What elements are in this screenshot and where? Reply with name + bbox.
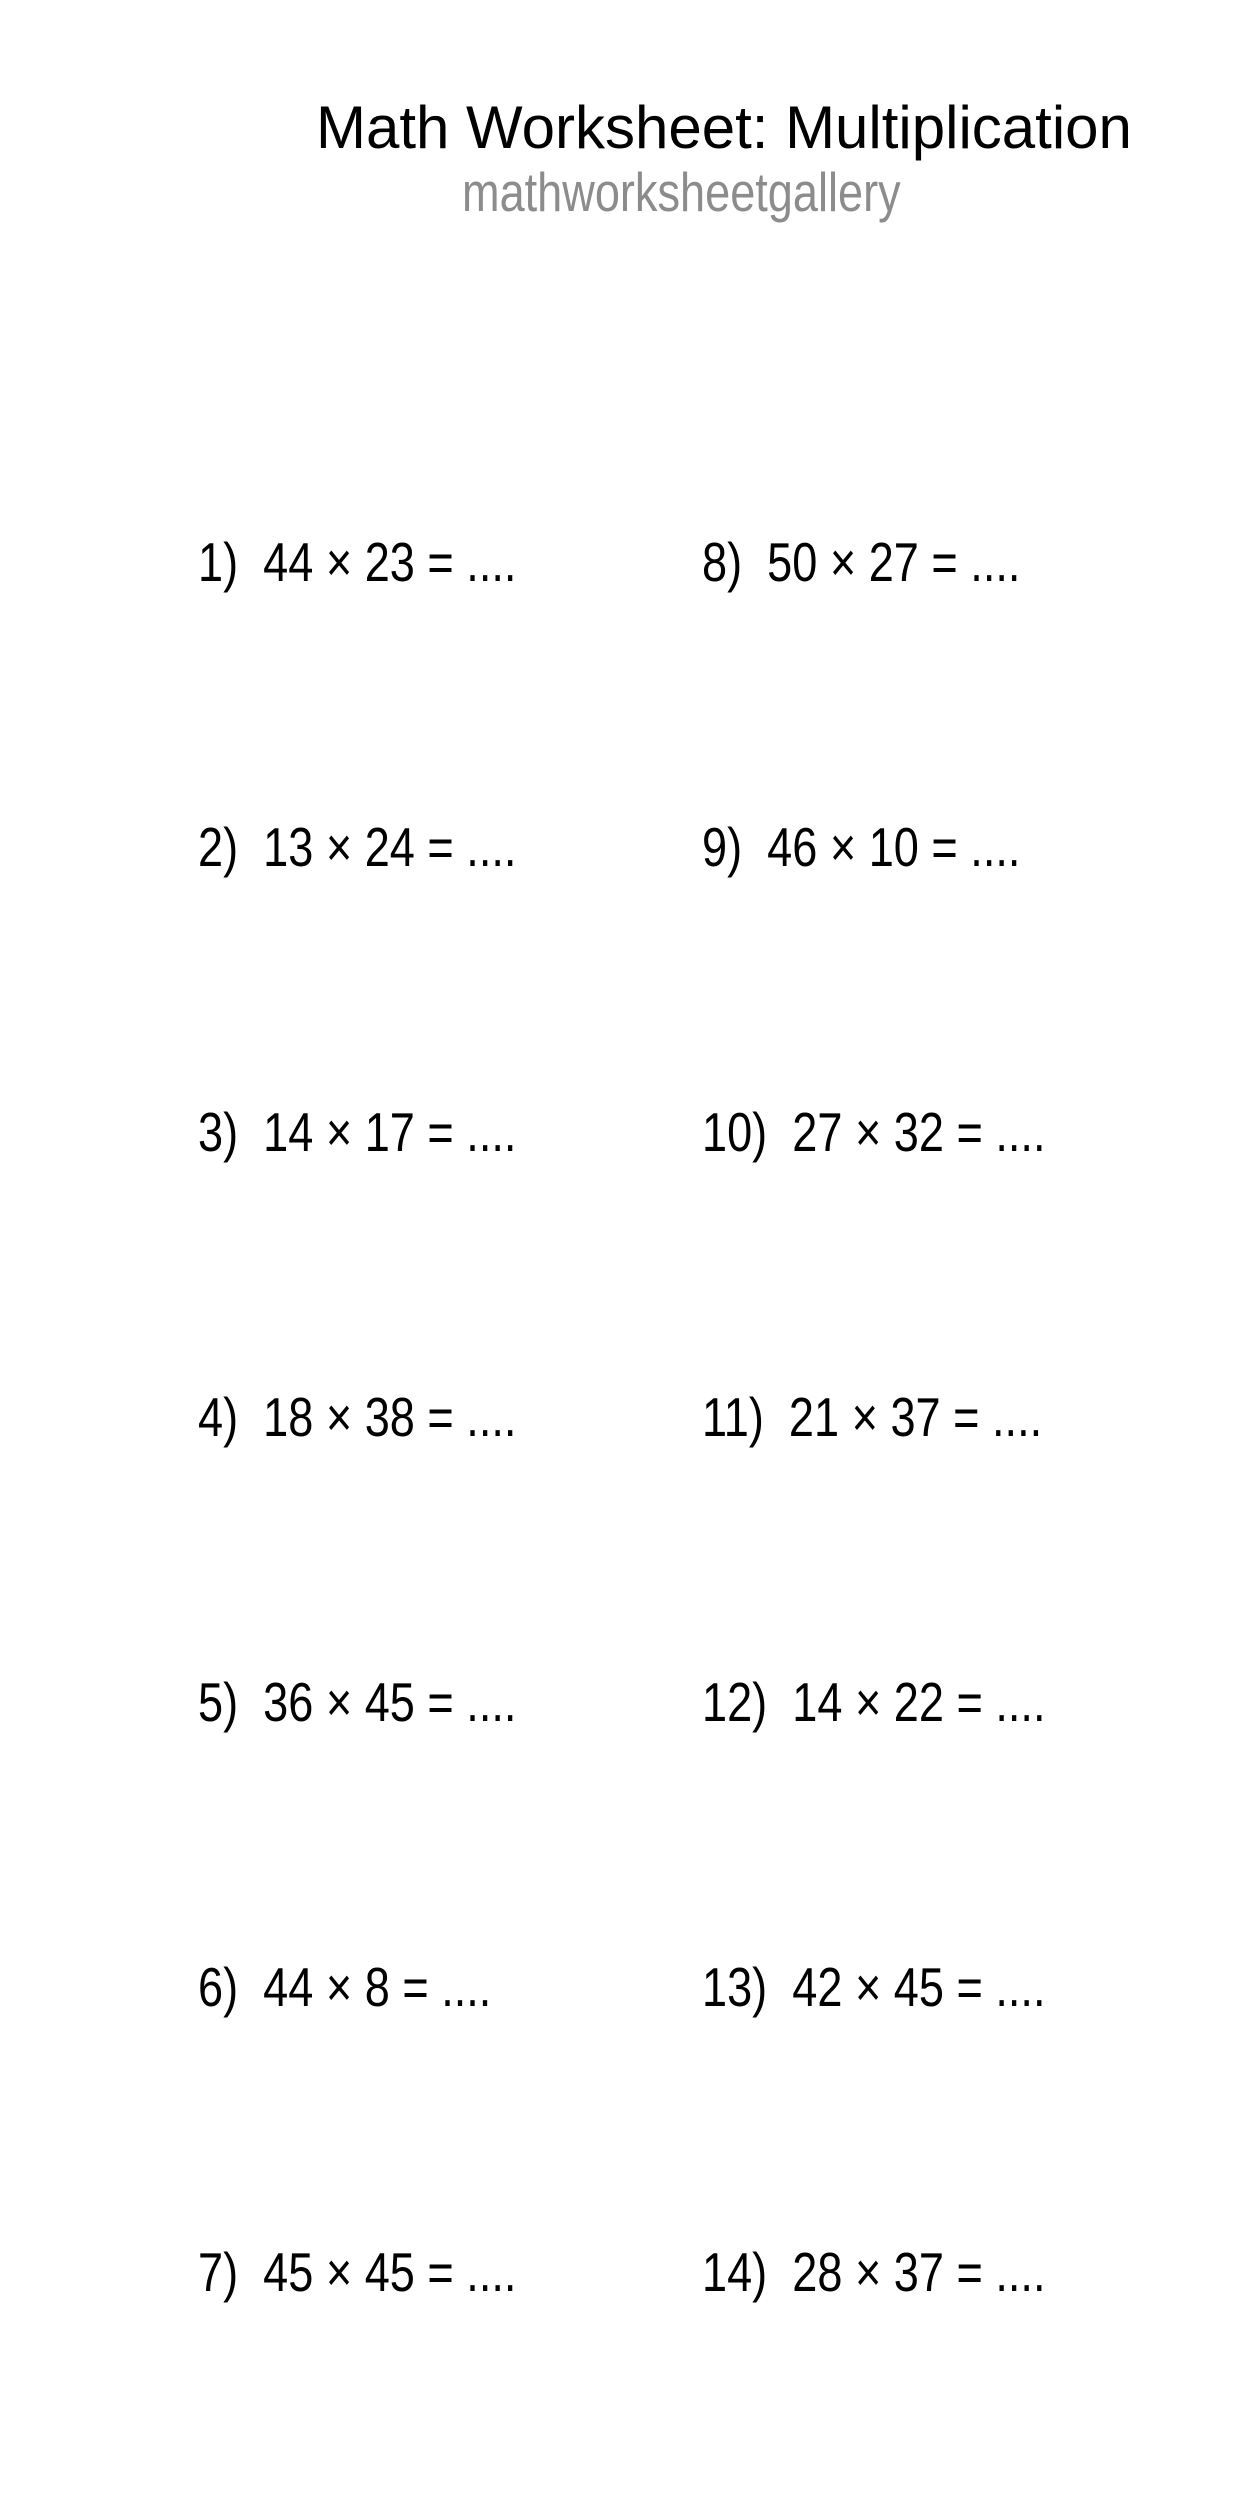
problem-item: 2) 13 × 24 = .... <box>198 816 517 878</box>
problem-item: 1) 44 × 23 = .... <box>198 531 517 593</box>
page-subtitle: mathworksheetgallery <box>462 161 901 223</box>
problem-item: 6) 44 × 8 = .... <box>198 1956 492 2018</box>
problem-item: 9) 46 × 10 = .... <box>702 816 1021 878</box>
problem-item: 10) 27 × 32 = .... <box>702 1101 1046 1163</box>
page-title: Math Worksheet: Multiplication <box>316 94 1132 161</box>
problems-column-right <box>702 325 1046 2510</box>
problem-item: 14) 28 × 37 = .... <box>702 2241 1046 2303</box>
problem-item: 13) 42 × 45 = .... <box>702 1956 1046 2018</box>
problem-item: 12) 14 × 22 = .... <box>702 1671 1046 1733</box>
problem-item: 5) 36 × 45 = .... <box>198 1671 517 1733</box>
problem-item: 7) 45 × 45 = .... <box>198 2241 517 2303</box>
problem-item: 8) 50 × 27 = .... <box>702 531 1021 593</box>
problem-item: 11) 21 × 37 = .... <box>702 1386 1043 1448</box>
problems-column-left <box>198 325 516 2510</box>
problem-item: 3) 14 × 17 = .... <box>198 1101 517 1163</box>
problem-item: 4) 18 × 38 = .... <box>198 1386 517 1448</box>
